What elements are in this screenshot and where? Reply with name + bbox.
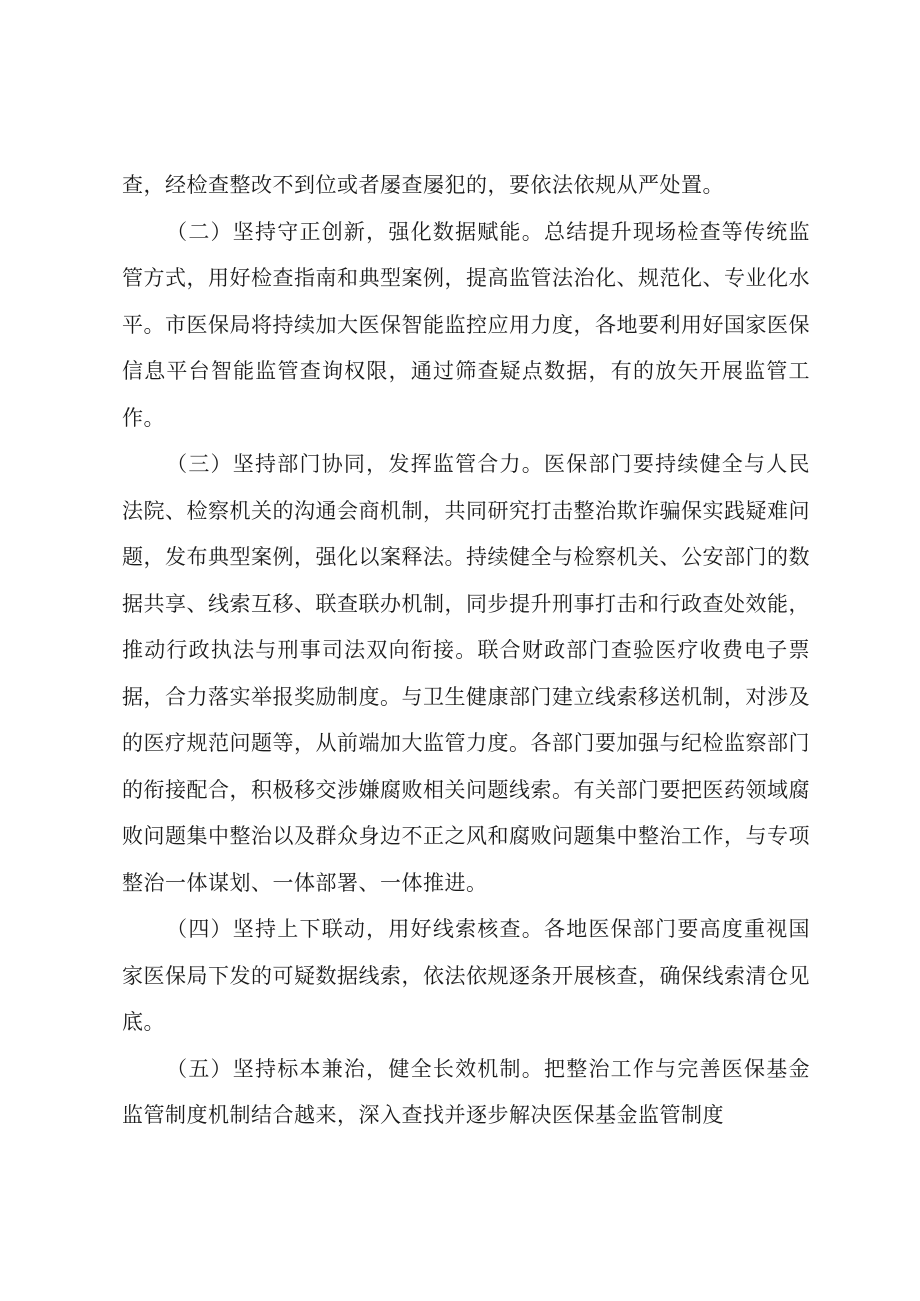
paragraph-section-5: （五）坚持标本兼治，健全长效机制。把整治工作与完善医保基金监管制度机制结合越来，深入查找并逐步解决医保基金监管制度 (122, 1056, 810, 1127)
document-page (122, 162, 810, 1139)
paragraph-section-2: （二）坚持守正创新，强化数据赋能。总结提升现场检查等传统监管方式，用好检查指南和典型案例，提高监管法治化、规范化、专业化水平。市医保局将持续加大医保智能监控应用力度，各地要利用好国家医保信息平台智能监管查询权限，通过筛查疑点数据，有的放矢开展监管工作。 (122, 219, 810, 430)
paragraph-continuation: 查，经检查整改不到位或者屡查屡犯的，要依法依规从严处置。 (122, 173, 724, 197)
paragraph-section-3: （三）坚持部门协同，发挥监管合力。医保部门要持续健全与人民法院、检察机关的沟通会商机制，共同研究打击整治欺诈骗保实践疑难问题，发布典型案例，强化以案释法。持续健全与检察机关、公安部门的数据共享、线索互移、联查联办机制，同步提升刑事打击和行政查处效能，推动行政执法与刑事司法双向衔接。联合财政部门查验医疗收费电子票据，合力落实举报奖励制度。与卫生健康部门建立线索移送机制，对涉及的医疗规范问题等，从前端加大监管力度。各部门要加强与纪检监察部门的衔接配合，积极移交涉嫌腐败相关问题线索。有关部门要把医药领域腐败问题集中整治以及群众身边不正之风和腐败问题集中整治工作，与专项整治一体谋划、一体部署、一体推进。 (122, 452, 810, 895)
paragraph-section-4: （四）坚持上下联动，用好线索核查。各地医保部门要高度重视国家医保局下发的可疑数据线索，依法依规逐条开展核查，确保线索清仓见底。 (122, 917, 810, 1034)
